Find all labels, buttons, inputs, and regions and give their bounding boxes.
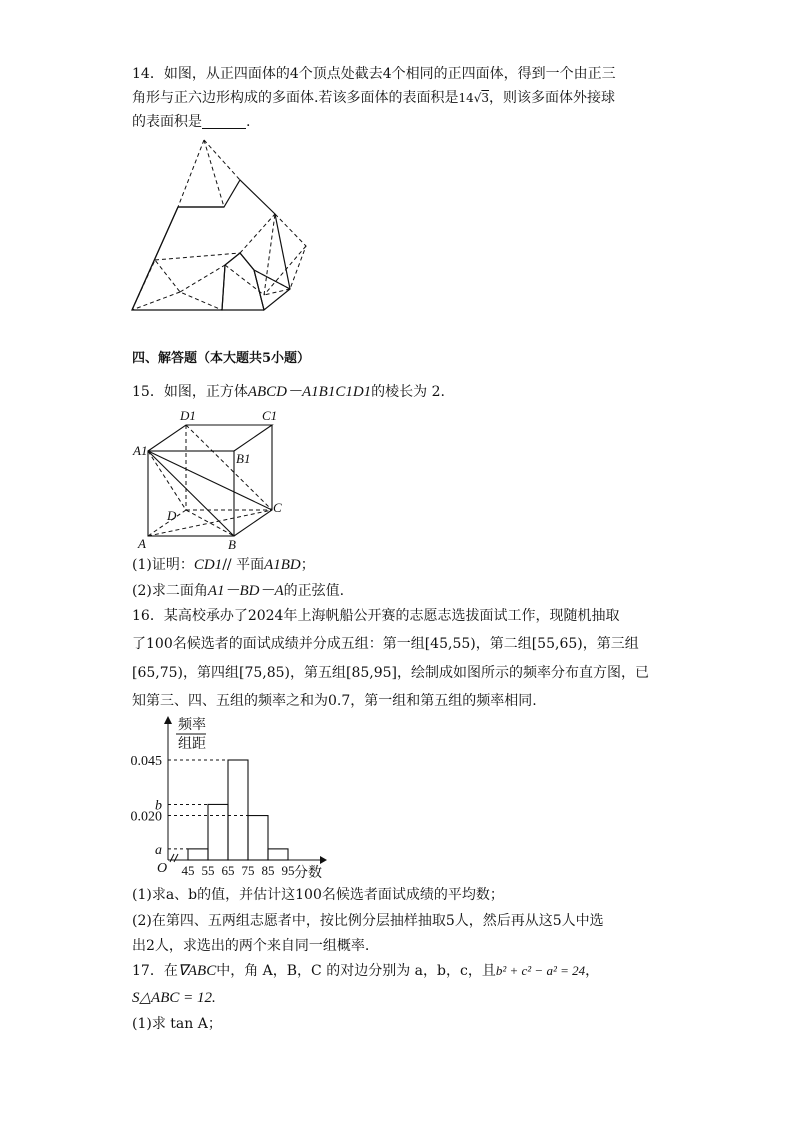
histogram-bar (208, 804, 228, 860)
q16-line1: 16．某高校承办了2024年上海帆船公开赛的志愿志选拔面试工作，现随机抽取 (132, 608, 620, 624)
area-value: 14 (458, 91, 474, 105)
q16-line2: 了100名候选者的面试成绩并分成五组：第一组[45,55)，第二组[55,65)，第三组 (132, 636, 639, 652)
q15-part1: (1)证明：CD1// 平面A1BD； (132, 557, 315, 573)
section-4-heading: 四、解答题（本大题共5小题） (132, 351, 311, 366)
x-tick-label: 65 (221, 863, 235, 878)
sqrt-symbol: √ (473, 91, 482, 105)
xlabel: 分数 (294, 866, 322, 881)
q14-line3: 的表面积是 . (132, 114, 251, 130)
x-tick-label: 95 (281, 863, 295, 878)
y-tick-label: b (155, 798, 162, 814)
equation: b² + c² − a² = 24 (495, 963, 586, 978)
y-tick-label: 0.045 (130, 754, 162, 769)
y-axis-arrow (164, 716, 172, 724)
x-tick-label: 45 (181, 863, 195, 878)
vertex-label: D (167, 508, 177, 523)
vertex-label: C1 (262, 408, 278, 423)
x-axis-arrow (320, 856, 327, 864)
answer-blank (202, 114, 246, 129)
vertex-label: A1 (133, 443, 148, 458)
q15-part2: (2)求二面角A1－BD－A的正弦值. (132, 583, 345, 599)
ylabel-bottom: 组距 (178, 737, 206, 752)
x-tick-label: 85 (261, 863, 275, 878)
ylabel-top: 频率 (178, 718, 206, 733)
x-tick-label: 55 (201, 863, 215, 878)
histogram-bar (268, 849, 288, 860)
q17-line2 (132, 987, 672, 1009)
histogram-bar (188, 849, 208, 860)
vertex-label: C (273, 500, 282, 515)
axis-break (170, 854, 178, 862)
x-tick-label: 75 (241, 863, 255, 878)
area-radical: 3 (481, 91, 490, 105)
histogram-bar (248, 816, 268, 860)
vertex-label: B1 (236, 451, 251, 466)
histogram-chart (130, 712, 330, 882)
area-equation: S△ABC = 12. (132, 990, 216, 1006)
q16-line3: [65,75)，第四组[75,85)，第五组[85,95]，绘制成如图所示的频率分布直方图，已 (132, 665, 650, 681)
q14-line2: 角形与正六边形构成的多面体.若该多面体的表面积是14√3，则该多面体外接球 (132, 90, 616, 106)
q16-part1: (1)求a、b的值，并估计这100名候选者面试成绩的平均数； (132, 887, 504, 903)
q17-part1: (1)求 tan A； (132, 1016, 222, 1032)
polyhedron-figure (128, 136, 318, 316)
vertex-label: A (138, 536, 146, 551)
q15-stem: 15．如图，正方体ABCD－A1B1C1D1的棱长为 2. (132, 384, 445, 400)
y-tick-label: a (155, 842, 162, 858)
q14-line1: 14．如图，从正四面体的4个顶点处截去4个相同的正四面体，得到一个由正三 (132, 66, 616, 82)
vertex-label: B (228, 537, 236, 552)
cube-name: ABCD－A1B1C1D1 (247, 384, 372, 400)
vertex-label: D1 (180, 408, 196, 423)
q16-line4: 知第三、四、五组的频率之和为0.7，第一组和第五组的频率相同. (132, 693, 537, 709)
q16-part2b: 出2人，求选出的两个来自同一组概率. (132, 938, 370, 954)
y-tick-label: 0.020 (130, 809, 162, 825)
q16-part2a: (2)在第四、五两组志愿者中，按比例分层抽样抽取5人，然后再从这5人中选 (132, 913, 604, 929)
histogram-bar (228, 760, 248, 860)
origin-label: O (157, 861, 168, 876)
cube-figure (130, 404, 290, 552)
q17-line1: 17．在∇ABC中，角 A，B，C 的对边分别为 a，b，c，且b² + c² − a² = 24， (132, 963, 600, 979)
